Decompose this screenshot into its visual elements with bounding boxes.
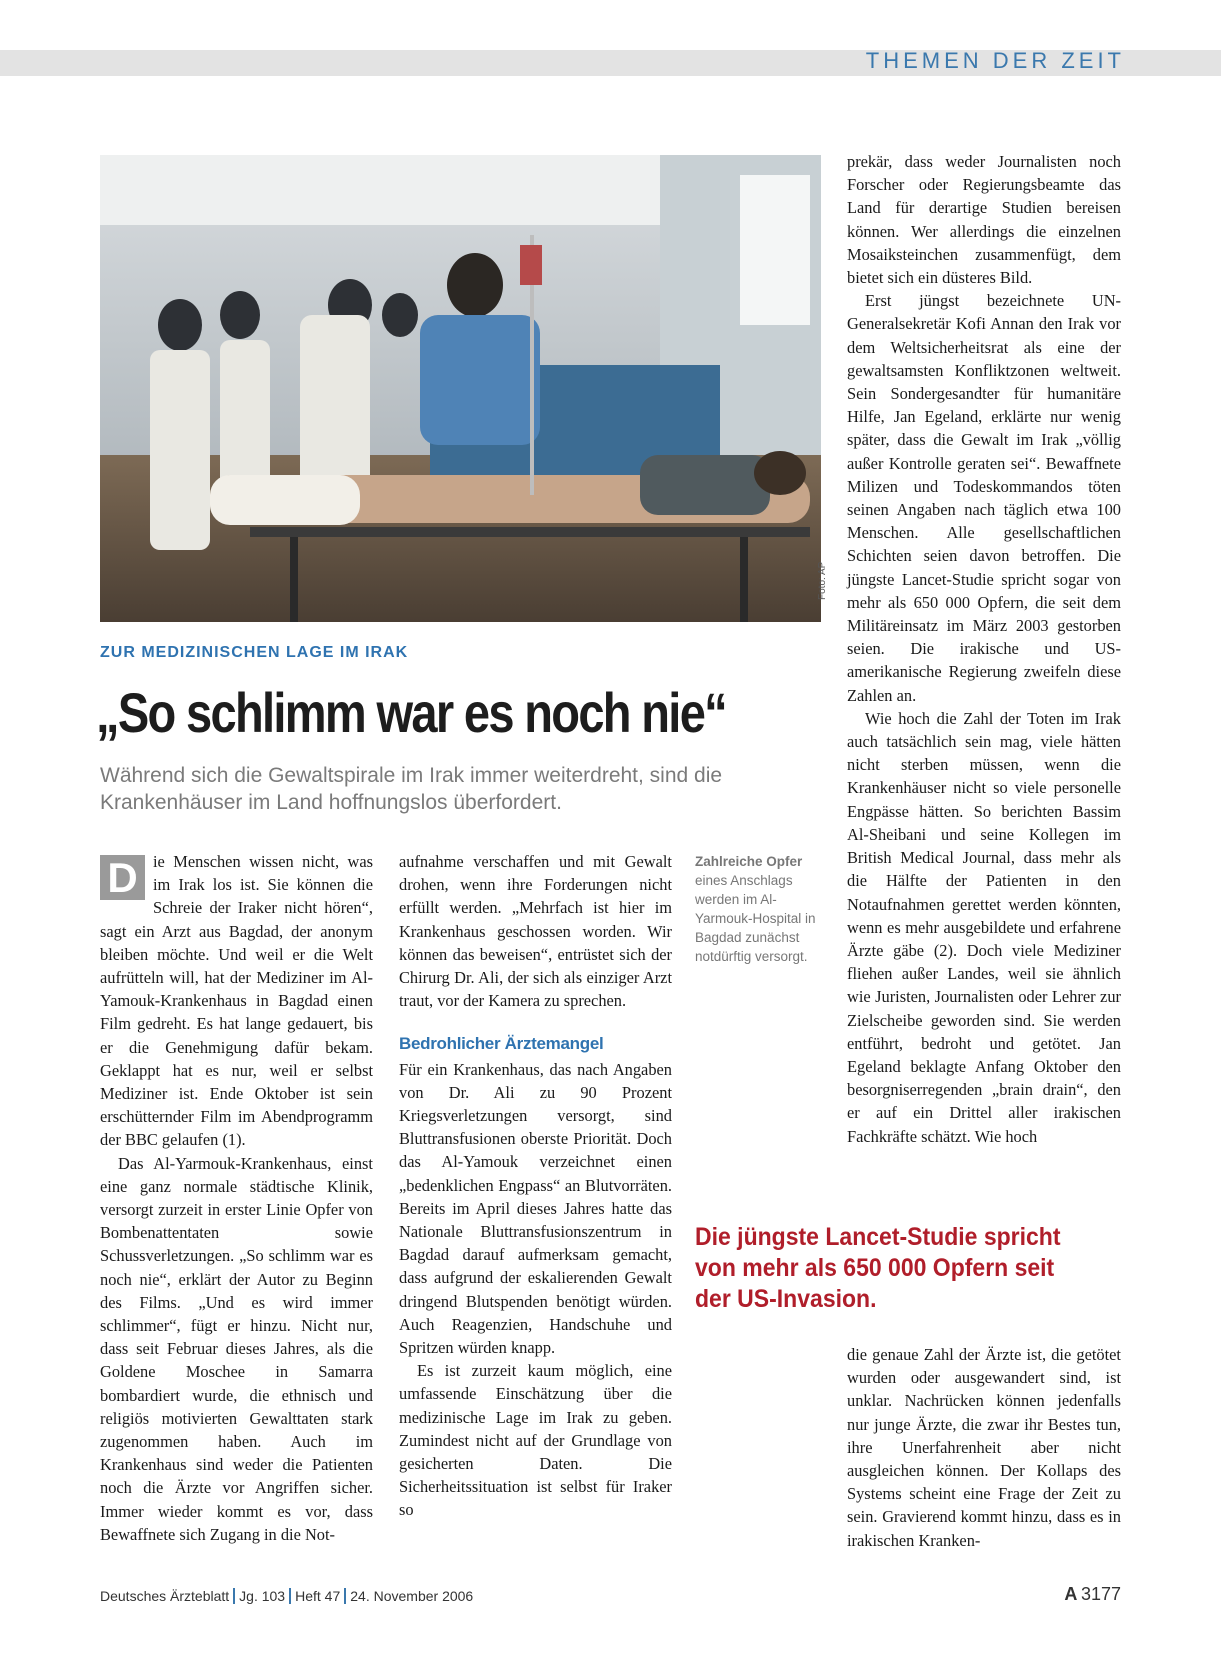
journal-name: Deutsches Ärzteblatt [100,1588,230,1604]
paragraph: Wie hoch die Zahl der Toten im Irak auch tatsächlich sein mag, viele hätten nicht sterben müssen, wenn die Krankenhäuser nicht so viele personelle Engpässe hätten. So berichten Bassim Al-Sheibani und seine Kollegen im British Medical Journal, dass mehr als die Hälfte der Patienten in den Notaufnahmen gerettet werden könnten, wenn es mehr ausgebildete und erfahrene Ärzte gäbe (2). Doch viele Mediziner fliehen außer Landes, weil sie ähnlich wie Juristen, Journalisten oder Lehrer zur Zielscheibe geworden sind. Sie werden entführt, bedroht und getötet. Jan Egeland beklagte Anfang Oktober den besorgniserregenden „brain drain“, den er auf ein Drittel aller irakischen Fachkräfte schätzt. Wie hoch [847,708,1121,1146]
drop-cap: D [100,855,145,900]
journal-volume: Jg. 103 [239,1588,286,1604]
pull-quote: Die jüngste Lancet-Studie spricht von mehr als 650 000 Opfern seit der US-Invasion. [695,1223,1061,1313]
issue-date: 24. November 2006 [350,1588,474,1604]
paragraph: Erst jüngst bezeichnete UN-Generalsekretär Kofi Annan den Irak vor dem Weltsicherheitsrat als eine der gewaltsamsten Konfliktzonen weltweit. Sein Sondergesandter für humanitäre Hilfe, Jan Egeland, erklärte nur wenig später, dass die Gewalt im Irak „völlig außer Kontrolle geraten sei“. Bewaffnete Milizen und Todeskommandos töten seinen Angaben nach täglich etwa 100 Menschen. Alle gesellschaftlichen Schichten seien davon betroffen. Die jüngste Lancet-Studie spricht sogar von mehr als 650 000 Opfern, die seit dem Militäreinsatz im März 2003 gestorben seien. Die irakische und US-amerikanische Regierung zweifeln diese Zahlen an. [847,291,1121,705]
page-footer [100,1588,473,1604]
footer-separator [233,1588,235,1604]
article-subhead: Während sich die Gewaltspirale im Irak immer weiterdreht, sind die Krankenhäuser im Land hoffnungslos überfordert. [100,764,723,814]
article-kicker: ZUR MEDIZINISCHEN LAGE IM IRAK [100,644,409,661]
footer-separator [289,1588,291,1604]
page-prefix: A [1064,1584,1078,1604]
paragraph: Das Al-Yarmouk-Krankenhaus, einst eine ganz normale städtische Klinik, versorgt zurzeit in erster Linie Opfer von Bombenattentaten sowie Schussverletzungen. „So schlimm war es noch nie“, erklärt der Autor zu Beginn des Films. „Und es wird immer schlimmer“, fügt er hinzu. Nicht nur, dass seit Februar dieses Jahres, als die Goldene Moschee in Samarra bombardiert wurde, die ethnisch und religiös motivierten Gewalttaten stark zugenommen haben. Auch im Krankenhaus sind weder die Patienten noch die Ärzte vor Angriffen sicher. Immer wieder kommt es vor, dass Bewaffnete sich Zugang in die Not- [100,1153,373,1544]
column-subheading: Bedrohlicher Ärztemangel [399,1034,604,1054]
paragraph: aufnahme verschaffen und mit Gewalt drohen, wenn ihre Forderungen nicht erfüllt werden. „Mehrfach ist hier im Krankenhaus geschossen worden. Wir können das beweisen“, entrüstet sich der Chirurg Dr. Ali, der sich als einziger Arzt traut, vor der Kamera zu sprechen. [399,852,672,1011]
caption-text: eines Anschlags werden im Al-Yarmouk-Hospital in Bagdad zunächst notdürftig versorgt. [695,873,816,964]
paragraph: prekär, dass weder Journalisten noch Forscher oder Regierungsbeamte das Land für derartige Studien bereisen können. Wer allerdings die einzelnen Mosaiksteinchen zusammenfügt, dem bietet sich ein düsteres Bild. [847,152,1121,288]
text-column-4-continued [847,1343,1121,1552]
section-label: THEMEN DER ZEIT [865,48,1125,73]
text-column-2 [399,850,672,1522]
page-number-value: 3177 [1080,1584,1121,1604]
footer-separator [344,1588,346,1604]
paragraph: die genaue Zahl der Ärzte ist, die getötet wurden oder ausgewandert sind, ist unklar. Nachrücken können jedenfalls nur junge Ärzte, die zwar ihr Bestes tun, ihre Unerfahrenheit aber nicht ausgleichen können. Der Kollaps des Systems scheint eine Frage der Zeit zu sein. Gravierend kommt hinzu, dass es in irakischen Kranken- [847,1345,1121,1550]
photo-credit: Foto: AP [817,561,828,600]
journal-issue: Heft 47 [295,1588,341,1604]
caption-title: Zahlreiche Opfer [695,854,803,869]
paragraph: Es ist zurzeit kaum möglich, eine umfassende Einschätzung über die medizinische Lage im Irak zu geben. Zumindest nicht auf der Grundlage von gesicherten Daten. Die Sicherheitssituation ist selbst für Iraker so [399,1361,672,1520]
article-headline: „So schlimm war es noch nie“ [96,681,727,744]
paragraph: D ie Menschen wissen nicht, was im Irak los ist. Sie können die Schreie der Iraker nicht hören“, sagt ein Arzt aus Bagdad, der anonym bleiben möchte. Und weil er die Welt aufrütteln will, hat der Mediziner im Al-Yamouk-Krankenhaus in Bagdad einen Film gedreht. Es hat lange gedauert, bis er die Genehmigung dafür bekam. Geklappt hat es nur, weil er selbst Mediziner ist. Ende Oktober ist sein erschütternder Film im Abendprogramm der BBC gelaufen (1). [100,852,373,1150]
text-column-1 [100,850,373,1546]
page-number [1064,1584,1121,1605]
article-photo [100,155,821,622]
paragraph: Für ein Krankenhaus, das nach Angaben von Dr. Ali zu 90 Prozent Kriegsverletzungen versorgt, sind Bluttransfusionen oberste Priorität. Doch das Al-Yamouk verzeichnet einen „bedenklichen Engpass“ an Blutvorräten. Bereits im April dieses Jahres hatte das Nationale Bluttransfusionszentrum in Bagdad darauf aufmerksam gemacht, dass aufgrund der eskalierenden Gewalt dringend Blutspenden benötigt würden. Auch Reagenzien, Handschuhe und Spritzen würden knapp. [399,1059,672,1358]
text-column-4 [847,150,1121,1148]
photo-caption [695,852,825,966]
